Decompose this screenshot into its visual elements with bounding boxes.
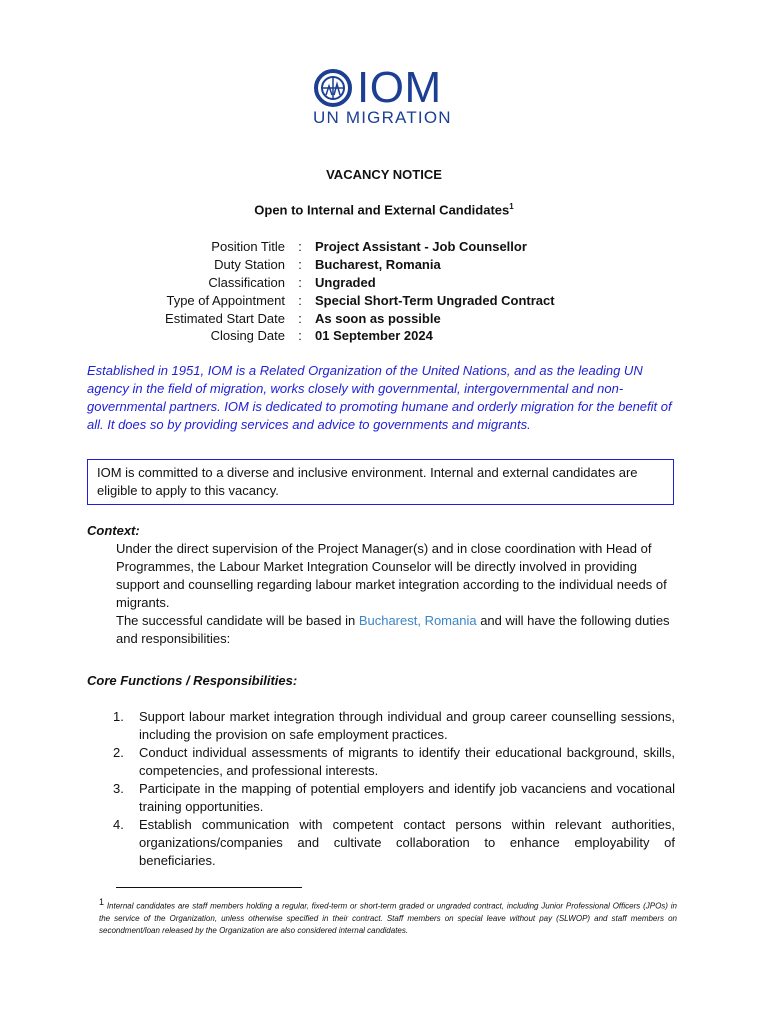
diversity-statement-box: IOM is committed to a diverse and inclusive environment. Internal and external candidates are eligible to apply to this vacancy. bbox=[87, 459, 674, 505]
info-label: Classification bbox=[208, 274, 285, 290]
organization-intro: Established in 1951, IOM is a Related Organization of the United Nations, and as the leading UN agency in the field of migration, works closely with governmental, intergovernmental and non-governmental partners. IOM is dedicated to promoting humane and orderly migration for the benefit of all. It does so by providing services and advice to governments and migrants. bbox=[87, 363, 672, 432]
footnote-number: 1 bbox=[99, 897, 105, 907]
footnote-ref: 1 bbox=[509, 202, 514, 211]
info-label: Duty Station bbox=[214, 257, 285, 273]
info-separator: : bbox=[298, 292, 302, 308]
open-to-line bbox=[0, 202, 768, 217]
footnote-text: Internal candidates are staff members holding a regular, fixed-term or short-term graded or ungraded contract, including Junior Professional Officers (JPOs) in the service of the Organization, unless otherwise specified in their contract. Staff members on special leave without pay (SLWOP) and staff members on secondment/loan released by the Organization are also considered internal candidates. bbox=[99, 901, 677, 935]
iom-logo bbox=[313, 63, 483, 130]
context-heading: Context: bbox=[87, 523, 140, 538]
info-label: Estimated Start Date bbox=[165, 310, 285, 326]
duty-location-text: Bucharest, Romania bbox=[358, 613, 477, 628]
info-separator: : bbox=[298, 328, 302, 344]
info-separator: : bbox=[298, 310, 302, 326]
core-functions-heading: Core Functions / Responsibilities: bbox=[87, 673, 298, 688]
un-emblem-icon bbox=[313, 68, 353, 108]
context-paragraph-location bbox=[116, 612, 682, 648]
info-label: Type of Appointment bbox=[166, 292, 285, 308]
list-item bbox=[113, 780, 675, 816]
list-item bbox=[113, 816, 675, 870]
info-value: Bucharest, Romania bbox=[315, 257, 441, 273]
info-row bbox=[100, 291, 700, 309]
logo-subtitle: UN MIGRATION bbox=[313, 108, 452, 127]
logo-wordmark: IOM bbox=[357, 63, 442, 112]
info-value: 01 September 2024 bbox=[315, 328, 433, 344]
list-text: Conduct individual assessments of migrants to identify their educational background, skills, competencies, and professional interests. bbox=[139, 745, 675, 778]
position-info-table bbox=[100, 238, 700, 345]
info-row bbox=[100, 274, 700, 292]
core-functions-list bbox=[113, 708, 675, 870]
list-number: 3. bbox=[113, 781, 124, 796]
list-item bbox=[113, 744, 675, 780]
info-value: Special Short-Term Ungraded Contract bbox=[315, 292, 555, 308]
info-value: Project Assistant - Job Counsellor bbox=[315, 239, 527, 255]
info-value: Ungraded bbox=[315, 274, 376, 290]
list-text: Support labour market integration through individual and group career counselling sessions, including the provision on safe employment practices. bbox=[139, 709, 675, 742]
list-number: 2. bbox=[113, 745, 124, 760]
list-number: 4. bbox=[113, 817, 124, 832]
context-paragraph: Under the direct supervision of the Project Manager(s) and in close coordination with Head of Programmes, the Labour Market Integration Counselor will be directly involved in providing support and counselling regarding labour market integration according to the individual needs of migrants. bbox=[116, 541, 667, 610]
info-separator: : bbox=[298, 274, 302, 290]
info-row bbox=[100, 256, 700, 274]
info-label: Closing Date bbox=[210, 328, 285, 344]
list-item bbox=[113, 708, 675, 744]
list-text: Establish communication with competent contact persons within relevant authorities, organizations/companies and cultivate collaboration to enhance employability of beneficiaries. bbox=[139, 817, 675, 868]
footnote-divider bbox=[116, 887, 302, 888]
list-number: 1. bbox=[113, 709, 124, 724]
info-separator: : bbox=[298, 239, 302, 255]
info-row bbox=[100, 238, 700, 256]
context-body bbox=[116, 540, 682, 648]
list-text: Participate in the mapping of potential employers and identify job vacanciens and vocational training opportunities. bbox=[139, 781, 675, 814]
info-value: As soon as possible bbox=[315, 310, 441, 326]
info-separator: : bbox=[298, 257, 302, 273]
context-text: and will have the following duties and responsibilities: bbox=[116, 613, 670, 646]
context-text: The successful candidate will be based in bbox=[116, 613, 359, 628]
info-row bbox=[100, 309, 700, 327]
document-title: VACANCY NOTICE bbox=[326, 167, 442, 182]
info-row bbox=[100, 327, 700, 345]
footnote bbox=[99, 896, 677, 937]
info-label: Position Title bbox=[211, 239, 285, 255]
open-to-text: Open to Internal and External Candidates bbox=[254, 202, 510, 218]
